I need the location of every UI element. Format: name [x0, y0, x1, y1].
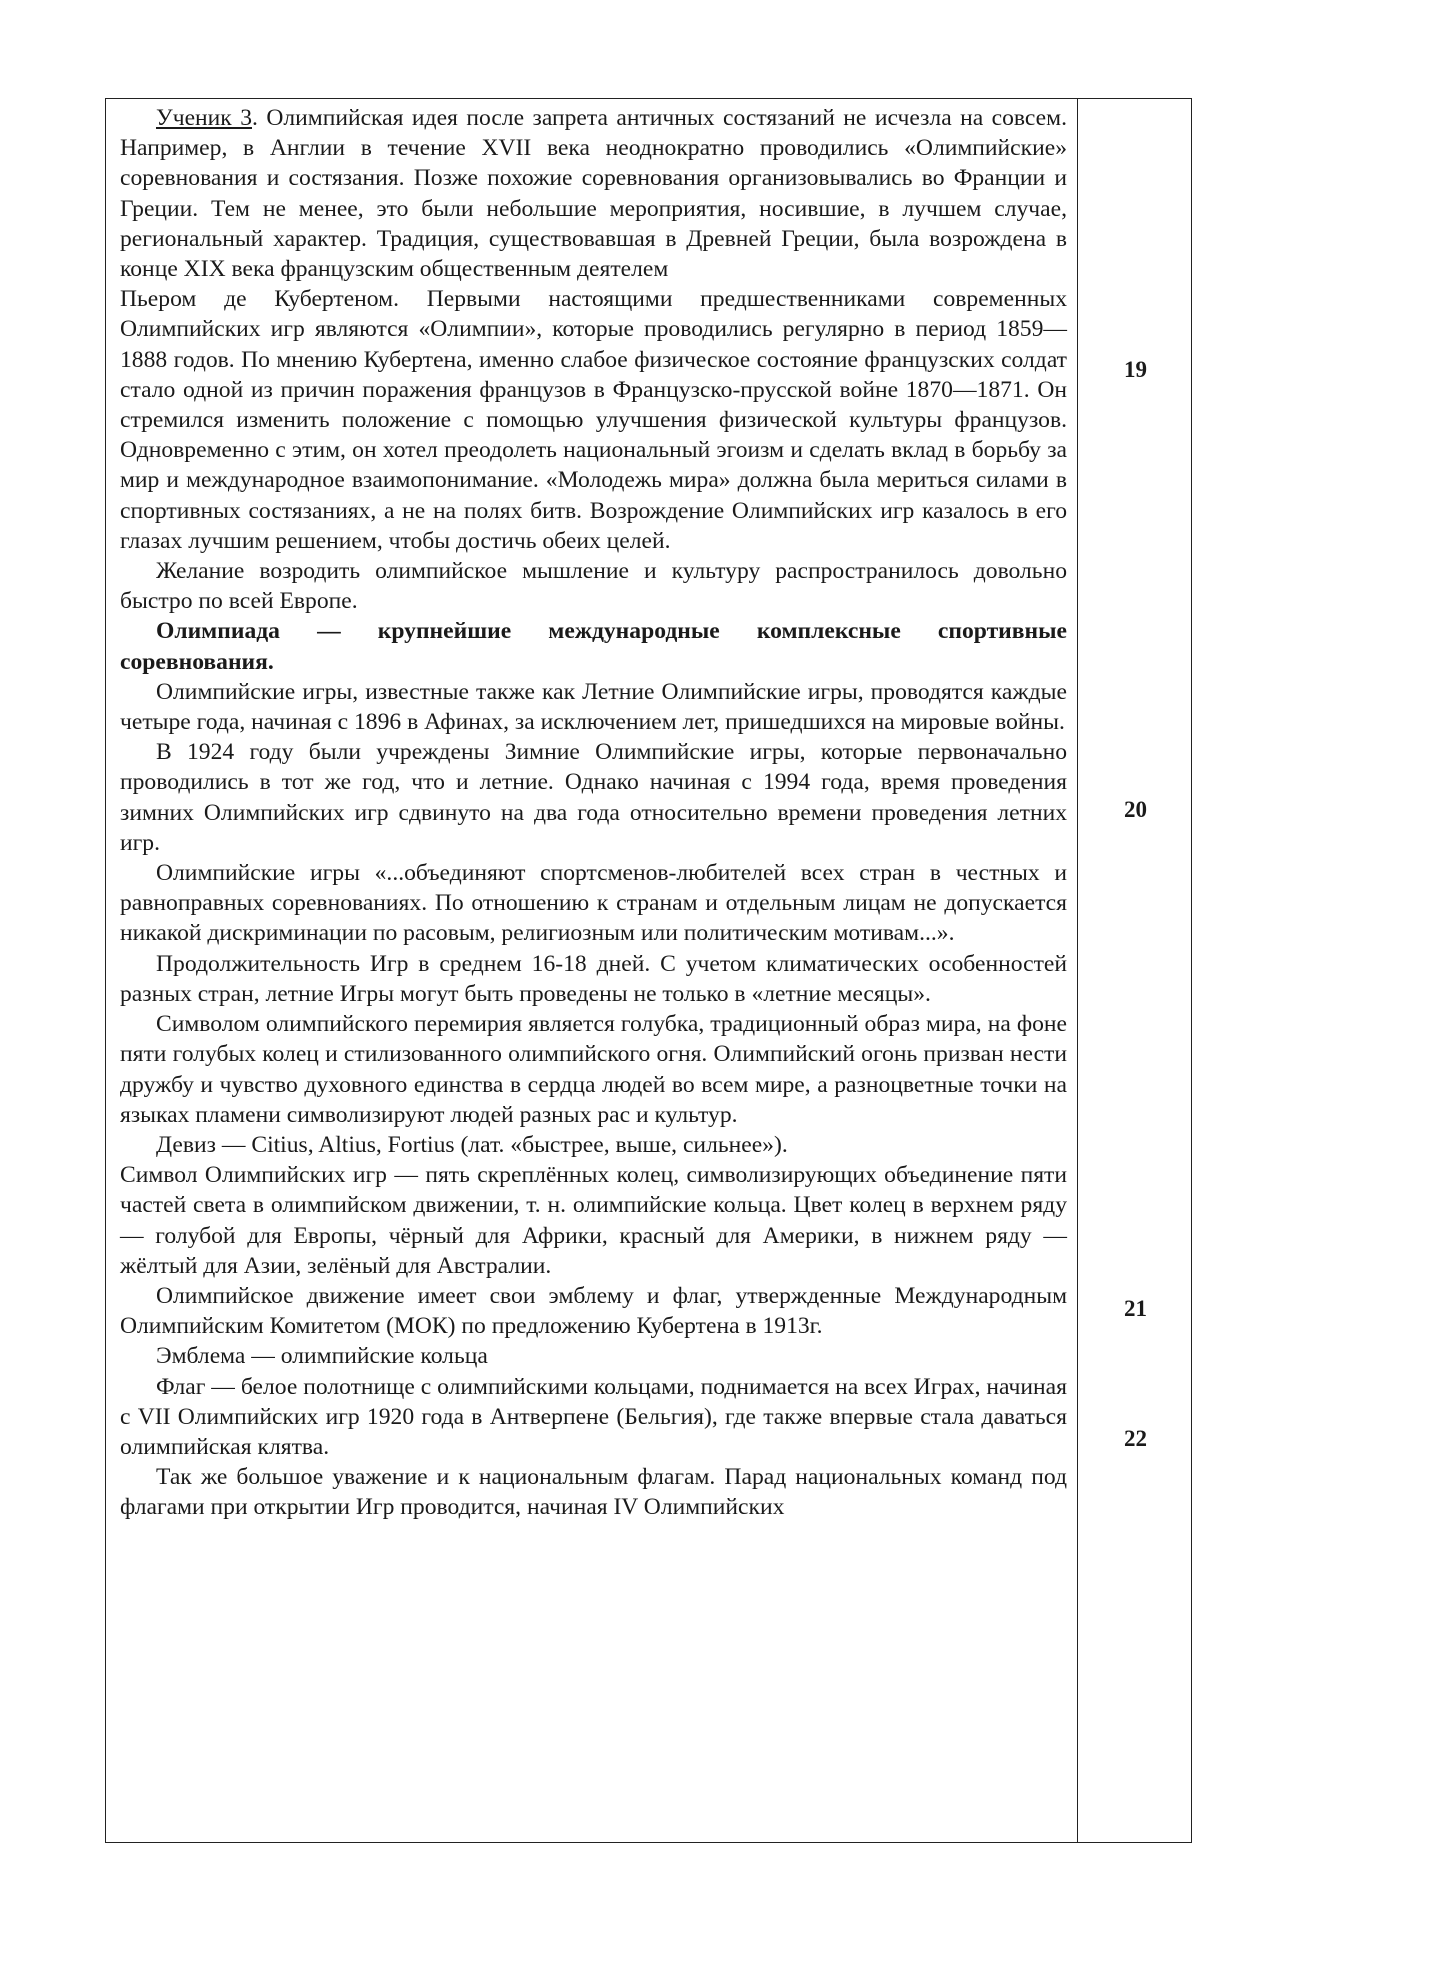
student-label: Ученик 3	[156, 105, 252, 131]
slide-number-19: 19	[1124, 357, 1147, 382]
paragraph-9: Символом олимпийского перемирия является голубка, традиционный образ мира, на фоне пяти голубых колец и стилизованного олимпийского огня. Олимпийский огонь призван нести дружбу и чувство духовного единства в сердца людей во всем мире, а разноцветные точки на языках пламени символизируют людей разных рас и культур.	[120, 1011, 1067, 1128]
content-table	[105, 98, 1192, 1843]
text-column	[106, 99, 1078, 1842]
paragraph-7: Олимпийские игры «...объединяют спортсменов-любителей всех стран в честных и равноправных соревнованиях. По отношению к странам и отдельным лицам не допускается никакой дискриминации по расовым, религиозным или политическим мотивам...».	[120, 860, 1067, 947]
paragraph-2: Пьером де Кубертеном. Первыми настоящими предшественниками современных Олимпийских игр являются «Олимпии», которые проводились регулярно в период 1859—1888 годов. По мнению Кубертена, именно слабое физическое состояние французских солдат стало одной из причин поражения французов в Французско-прусской войне 1870—1871. Он стремился изменить положение с помощью улучшения физической культуры французов. Одновременно с этим, он хотел преодолеть национальный эгоизм и сделать вклад в борьбу за мир и международное взаимопонимание. «Молодежь мира» должна была мериться силами в спортивных состязаниях, а не на полях битв. Возрождение Олимпийских игр казалось в его глазах лучшим решением, чтобы достичь обеих целей.	[120, 286, 1067, 554]
paragraph-12: Олимпийское движение имеет свои эмблему и флаг, утвержденные Международным Олимпийским Комитетом (МОК) по предложению Кубертена в 1913г.	[120, 1282, 1067, 1340]
section-heading: Олимпиада — крупнейшие международные комплексные спортивные соревнования.	[120, 618, 1067, 675]
paragraph-13: Эмблема — олимпийские кольца	[156, 1343, 488, 1370]
paragraph-5: Олимпийские игры, известные также как Летние Олимпийские игры, проводятся каждые четыре года, начиная с 1896 в Афинах, за исключением лет, пришедшихся на мировые войны.	[120, 678, 1067, 736]
paragraph-3: Желание возродить олимпийское мышление и культуру распространилось довольно быстро по всей Европе.	[120, 558, 1067, 615]
paragraph-15: Так же большое уважение и к национальным флагам. Парад национальных команд под флагами при открытии Игр проводится, начиная IV Олимпийских	[120, 1464, 1067, 1521]
slide-number-20: 20	[1124, 797, 1147, 822]
paragraph-6: В 1924 году были учреждены Зимние Олимпийские игры, которые первоначально проводились в тот же год, что и летние. Однако начиная с 1994 года, время проведения зимних Олимпийских игр сдвинуто на два года относительно времени проведения летних игр.	[120, 739, 1067, 856]
paragraph-8: Продолжительность Игр в среднем 16-18 дней. С учетом климатических особенностей разных стран, летние Игры могут быть проведены не только в «летние месяцы».	[120, 950, 1067, 1007]
slide-number-22: 22	[1124, 1426, 1147, 1451]
paragraph-1: Ученик 3. Олимпийская идея после запрета античных состязаний не исчезла на совсем. Например, в Англии в течение XVII века неоднократно проводились «Олимпийские» соревнования и состязания. Позже похожие соревнования организовывались во Франции и Греции. Тем не менее, это были небольшие мероприятия, носившие, в лучшем случае, региональный характер. Традиция, существовавшая в Древней Греции, была возрождена в конце XIX века французским общественным деятелем	[120, 105, 1067, 283]
paragraph-10: Девиз — Citius, Altius, Fortius (лат. «быстрее, выше, сильнее»).	[156, 1131, 788, 1158]
paragraph-14: Флаг — белое полотнище с олимпийскими кольцами, поднимается на всех Играх, начиная с VII Олимпийских игр 1920 года в Антверпене (Бельгия), где также впервые стала даваться олимпийская клятва.	[120, 1373, 1067, 1460]
slide-number-21: 21	[1124, 1296, 1147, 1321]
paragraph-11: Символ Олимпийских игр — пять скреплённых колец, символизирующих объединение пяти частей света в олимпийском движении, т. н. олимпийские кольца. Цвет колец в верхнем ряду — голубой для Европы, чёрный для Африки, красный для Америки, в нижнем ряду — жёлтый для Азии, зелёный для Австралии.	[120, 1162, 1067, 1279]
